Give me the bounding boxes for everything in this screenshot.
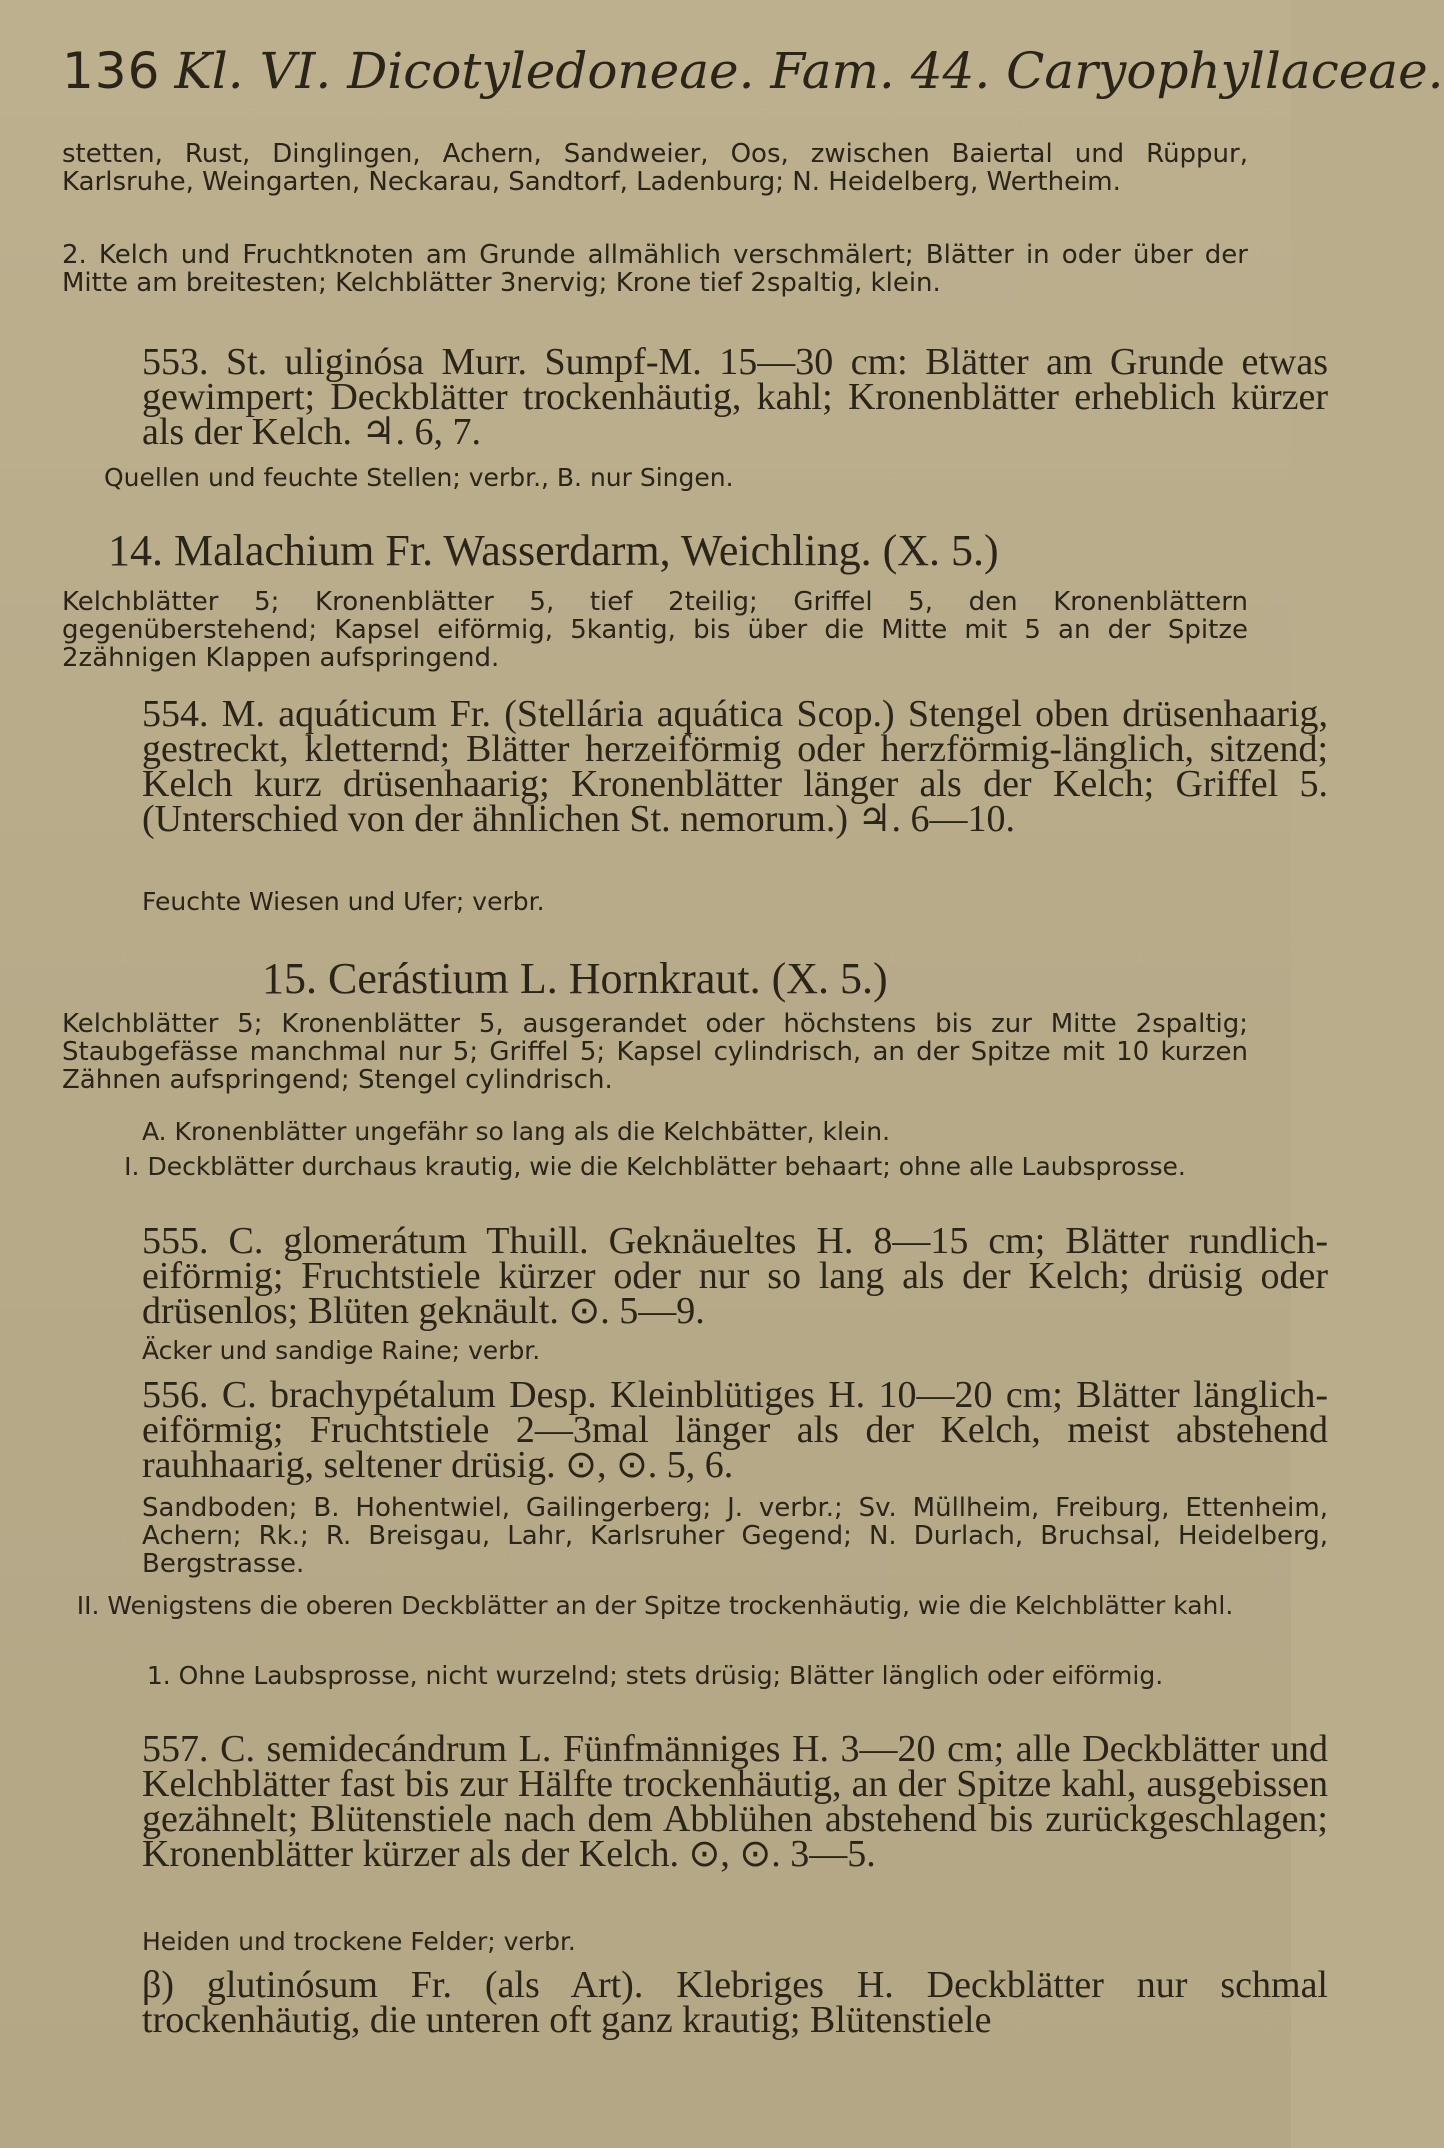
key-item-1: 1. Ohne Laubsprosse, nicht wurzelnd; stets drüsig; Blätter länglich oder eiförmig. [146, 1661, 1164, 1690]
genus-heading-15: 15. Cerástium L. Hornkraut. (X. 5.) [262, 954, 888, 1003]
key-item-I: I. Deckblätter durchaus krautig, wie die Kelchblätter behaart; ohne alle Laubsprosse. [124, 1152, 1186, 1181]
running-header [62, 42, 1444, 100]
paragraph-locality-list: stetten, Rust, Dinglingen, Achern, Sandweier, Oos, zwischen Baiertal und Rüppur, Karlsruhe, Weingarten, Neckarau, Sandtorf, Ladenburg; N. Heidelberg, Wertheim. [62, 139, 1248, 197]
key-item-II: II. Wenigstens die oberen Deckblätter an der Spitze trockenhäutig, wie die Kelchblätter kahl. [76, 1591, 1234, 1620]
species-556: 556. C. brachypétalum Desp. Kleinblütiges H. 10—20 cm; Blätter länglich-eiförmig; Fruchtstiele 2—3mal länger als der Kelch, meist abstehend rauhhaarig, seltener drüsig. ⊙, ⊙. 5, 6. [142, 1374, 1328, 1486]
habitat-553: Quellen und feuchte Stellen; verbr., B. nur Singen. [104, 463, 734, 492]
habitat-555: Äcker und sandige Raine; verbr. [142, 1336, 541, 1365]
species-557: 557. C. semidecándrum L. Fünfmänniges H. 3—20 cm; alle Deckblätter und Kelchblätter fast bis zur Hälfte trockenhäutig, an der Spitze kahl, ausgebissen gezähnelt; Blütenstiele nach dem Abblühen abstehend bis zurückgeschlagen; Kronenblätter kürzer als der Kelch. ⊙, ⊙. 3—5. [142, 1728, 1328, 1875]
species-553: 553. St. uliginósa Murr. Sumpf-M. 15—30 cm: Blätter am Grunde etwas gewimpert; Deckblätter trockenhäutig, kahl; Kronenblätter erheblich kürzer als der Kelch. ♃. 6, 7. [142, 341, 1328, 453]
habitat-554: Feuchte Wiesen und Ufer; verbr. [142, 887, 545, 916]
species-555: 555. C. glomerátum Thuill. Geknäueltes H. 8—15 cm; Blätter rundlich-eiförmig; Fruchtstiele kürzer oder nur so lang als der Kelch; drüsig oder drüsenlos; Blüten geknäult. ⊙. 5—9. [142, 1220, 1328, 1332]
genus-heading-14: 14. Malachium Fr. Wasserdarm, Weichling. (X. 5.) [108, 526, 999, 575]
page-number: 136 [62, 42, 161, 100]
habitat-556: Sandboden; B. Hohentwiel, Gailingerberg; J. verbr.; Sv. Müllheim, Freiburg, Ettenheim, Achern; Rk.; R. Breisgau, Lahr, Karlsruher Gegend; N. Durlach, Bruchsal, Heidelberg, Bergstrasse. [142, 1493, 1328, 1579]
key-item-A: A. Kronenblätter ungefähr so lang als die Kelchbätter, klein. [142, 1117, 891, 1146]
key-item-2: 2. Kelch und Fruchtknoten am Grunde allmählich verschmälert; Blätter in oder über der Mitte am breitesten; Kelchblätter 3nervig; Krone tief 2spaltig, klein. [62, 240, 1248, 298]
running-title: Kl. VI. Dicotyledoneae. Fam. 44. Caryophyllaceae. [174, 42, 1444, 100]
genus-description-14: Kelchblätter 5; Kronenblätter 5, tief 2teilig; Griffel 5, den Kronenblättern gegenüberstehend; Kapsel eiförmig, 5kantig, bis über die Mitte mit 5 an der Spitze 2zähnigen Klappen aufspringend. [62, 587, 1248, 673]
genus-description-15: Kelchblätter 5; Kronenblätter 5, ausgerandet oder höchstens bis zur Mitte 2spaltig; Staubgefässe manchmal nur 5; Griffel 5; Kapsel cylindrisch, an der Spitze mit 10 kurzen Zähnen aufspringend; Stengel cylindrisch. [62, 1009, 1248, 1095]
habitat-557: Heiden und trockene Felder; verbr. [142, 1927, 576, 1956]
variety-beta: β) glutinósum Fr. (als Art). Klebriges H. Deckblätter nur schmal trockenhäutig, die unteren oft ganz krautig; Blütenstiele [142, 1964, 1328, 2041]
species-554: 554. M. aquáticum Fr. (Stellária aquática Scop.) Stengel oben drüsenhaarig, gestreckt, kletternd; Blätter herzeiförmig oder herzförmig-länglich, sitzend; Kelch kurz drüsenhaarig; Kronenblätter länger als der Kelch; Griffel 5. (Unterschied von der ähnlichen St. nemorum.) ♃. 6—10. [142, 693, 1328, 840]
